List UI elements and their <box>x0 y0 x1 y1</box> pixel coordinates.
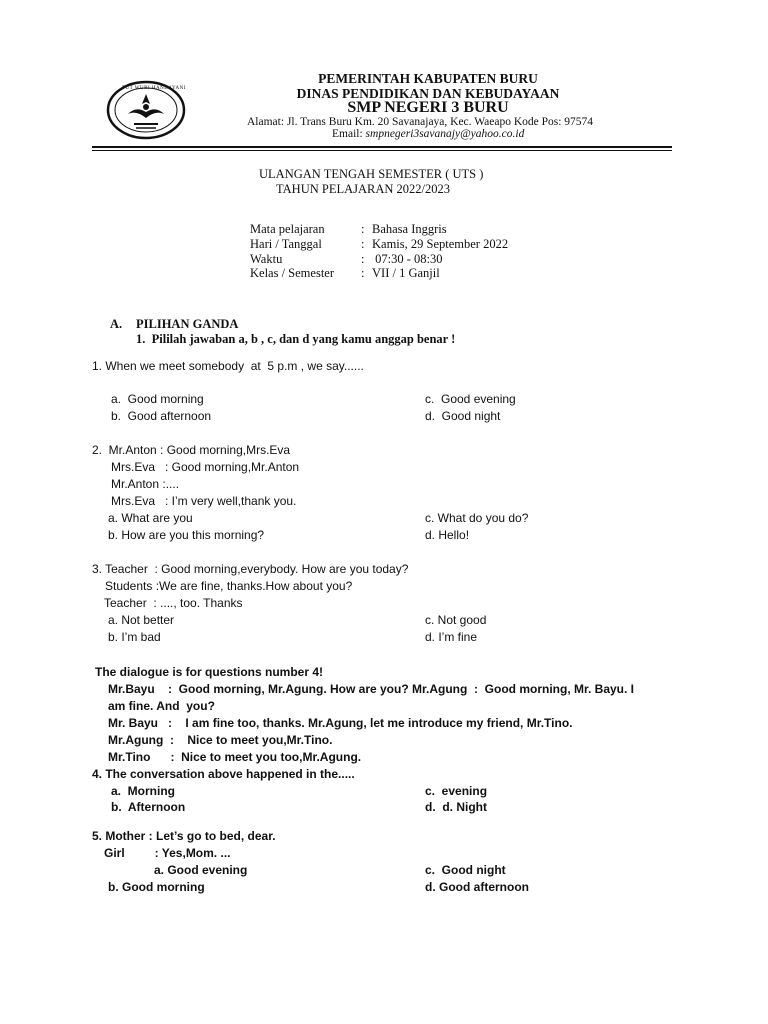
question-2-line-4: Mrs.Eva : I’m very well,thank you. <box>111 494 297 508</box>
header-address: Alamat: Jl. Trans Buru Km. 20 Savanajaya, Kec. Waeapo Kode Pos: 97574 <box>247 116 594 128</box>
question-5-line-2: Girl : Yes,Mom. ... <box>104 846 231 860</box>
info-value-subject: Bahasa Inggris <box>372 222 447 236</box>
question-2-option-c: c. What do you do? <box>425 511 529 525</box>
exam-year: TAHUN PELAJARAN 2022/2023 <box>276 182 450 196</box>
question-4-option-d: d. d. Night <box>425 800 487 814</box>
header-divider-thick <box>92 146 672 148</box>
info-colon: : <box>361 222 365 236</box>
question-5-option-d: d. Good afternoon <box>425 880 529 894</box>
question-3-option-d: d. I’m fine <box>425 630 478 644</box>
question-2-option-b: b. How are you this morning? <box>108 528 265 542</box>
dialogue-line-5: Mr.Tino : Nice to meet you too,Mr.Agung. <box>108 750 362 764</box>
info-colon: : <box>361 266 365 280</box>
info-value-class: VII / 1 Ganjil <box>372 266 440 280</box>
question-2-line-1: 2. Mr.Anton : Good morning,Mrs.Eva <box>92 443 291 457</box>
section-letter: A. <box>110 317 123 331</box>
info-colon: : <box>361 237 365 251</box>
question-4-option-c: c. evening <box>425 784 488 798</box>
question-5-option-a: a. Good evening <box>154 863 248 877</box>
question-5-line-1: 5. Mother : Let’s go to bed, dear. <box>92 829 276 843</box>
header-divider-thin <box>92 150 672 151</box>
question-4-text: 4. The conversation above happened in the..... <box>92 767 355 781</box>
question-1-option-a: a. Good morning <box>111 392 204 406</box>
info-value-time: 07:30 - 08:30 <box>372 252 443 266</box>
dialogue-line-1: Mr.Bayu : Good morning, Mr.Agung. How are you? Mr.Agung : Good morning, Mr. Bayu. I <box>108 682 635 696</box>
question-2-option-a: a. What are you <box>108 511 193 525</box>
header-department: DINAS PENDIDIKAN DAN KEBUDAYAAN <box>296 86 560 101</box>
header-government: PEMERINTAH KABUPATEN BURU <box>318 71 538 86</box>
question-1-option-c: c. Good evening <box>425 392 516 406</box>
logo-motto: TUT WURI HANDAYANI <box>122 86 186 91</box>
section-title: PILIHAN GANDA <box>136 317 239 331</box>
question-4-option-b: b. Afternoon <box>111 800 186 814</box>
question-3-line-3: Teacher : ...., too. Thanks <box>104 596 243 610</box>
info-label-date: Hari / Tanggal <box>250 237 322 251</box>
email-address: smpnegeri3savanajy@yahoo.co.id <box>365 128 525 140</box>
dialogue-line-3: Mr. Bayu : I am fine too, thanks. Mr.Agung, let me introduce my friend, Mr.Tino. <box>108 716 573 730</box>
section-instruction: 1. Pililah jawaban a, b , c, dan d yang kamu anggap benar ! <box>136 332 456 346</box>
header-email-line <box>332 128 524 140</box>
question-2-option-d: d. Hello! <box>425 528 470 542</box>
question-3-option-a: a. Not better <box>108 613 175 627</box>
question-3-line-2: Students :We are fine, thanks.How about you? <box>105 579 353 593</box>
question-3-line-1: 3. Teacher : Good morning,everybody. How are you today? <box>92 562 409 576</box>
question-1-option-b: b. Good afternoon <box>111 409 212 423</box>
question-2-line-3: Mr.Anton :.... <box>111 477 180 491</box>
dialogue-line-2: am fine. And you? <box>108 699 215 713</box>
question-2-line-2: Mrs.Eva : Good morning,Mr.Anton <box>111 460 300 474</box>
question-1-option-d: d. Good night <box>425 409 501 423</box>
question-4-option-a: a. Morning <box>111 784 175 798</box>
exam-title: ULANGAN TENGAH SEMESTER ( UTS ) <box>259 167 484 181</box>
question-1-text: 1. When we meet somebody at 5 p.m , we say...... <box>92 359 364 373</box>
dialogue-intro: The dialogue is for questions number 4! <box>95 665 324 679</box>
question-5-option-b: b. Good morning <box>108 880 205 894</box>
info-label-class: Kelas / Semester <box>250 266 335 280</box>
info-label-subject: Mata pelajaran <box>250 222 325 236</box>
info-value-date: Kamis, 29 September 2022 <box>372 237 509 251</box>
question-3-option-b: b. I’m bad <box>108 630 161 644</box>
header-school-name: SMP NEGERI 3 BURU <box>347 99 509 116</box>
question-3-option-c: c. Not good <box>425 613 487 627</box>
info-colon: : <box>361 252 365 266</box>
question-5-option-c: c. Good night <box>425 863 506 877</box>
dialogue-line-4: Mr.Agung : Nice to meet you,Mr.Tino. <box>108 733 333 747</box>
email-label: Email: <box>332 128 363 140</box>
info-label-time: Waktu <box>250 252 283 266</box>
